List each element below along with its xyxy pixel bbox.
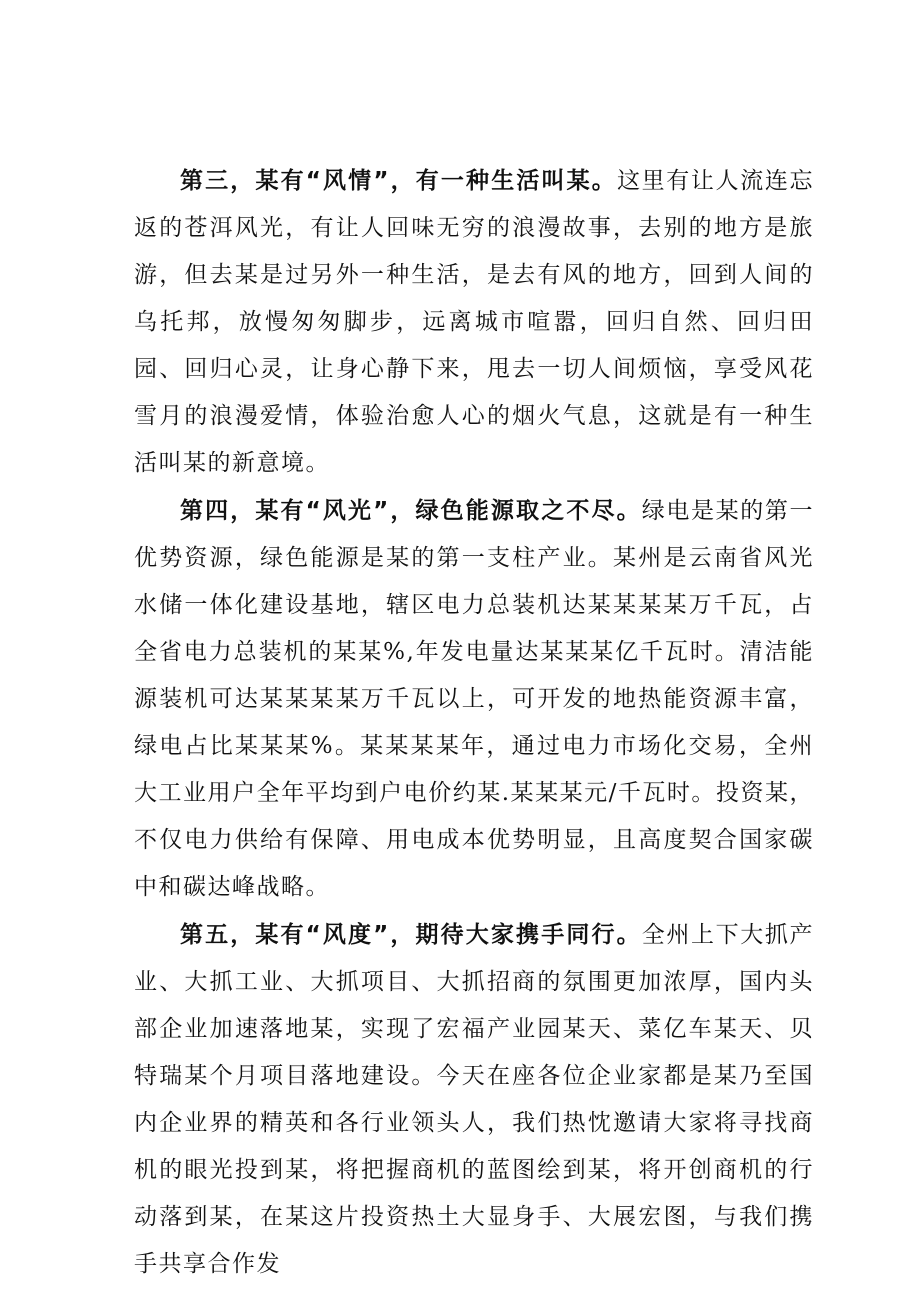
- paragraph-text: 全州上下大抓产业、大抓工业、大抓项目、大抓招商的氛围更加浓厚，国内头部企业加速落地某，实现了宏福产业园某天、菜亿车某天、贝特瑞某个月项目落地建设。今天在座各位企业家都是某乃至国内企业界的精英和各行业领头人，我们热忱邀请大家将寻找商机的眼光投到某，将把握商机的蓝图绘到某，将开创商机的行动落到某，在某这片投资热土大显身手、大展宏图，与我们携手共享合作发: [134, 922, 815, 1277]
- paragraph-heading: 第四，某有“风光”，绿色能源取之不尽。: [180, 498, 642, 524]
- paragraph-text: 这里有让人流连忘返的苍洱风光，有让人回味无穷的浪漫故事，去别的地方是旅游，但去某是过另外一种生活，是去有风的地方，回到人间的乌托邦，放慢匆匆脚步，远离城市喧嚣，回归自然、回归田园、回归心灵，让身心静下来，甩去一切人间烦恼，享受风花雪月的浪漫爱情，体验治愈人心的烟火气息，这就是有一种生活叫某的新意境。: [134, 168, 815, 476]
- paragraph-fifth: [134, 912, 814, 1288]
- paragraph-heading: 第三，某有“风情”，有一种生活叫某。: [180, 168, 617, 194]
- document-body: [134, 158, 814, 1288]
- paragraph-text: 绿电是某的第一优势资源，绿色能源是某的第一支柱产业。某州是云南省风光水储一体化建设基地，辖区电力总装机达某某某某万千瓦，占全省电力总装机的某某%,年发电量达某某某亿千瓦时。清洁能源装机可达某某某某万千瓦以上，可开发的地热能资源丰富，绿电占比某某某%。某某某某年，通过电力市场化交易，全州大工业用户全年平均到户电价约某.某某某元/千瓦时。投资某，不仅电力供给有保障、用电成本优势明显，且高度契合国家碳中和碳达峰战略。: [134, 498, 815, 900]
- paragraph-heading: 第五，某有“风度”，期待大家携手同行。: [180, 922, 642, 948]
- paragraph-fourth: [134, 488, 814, 911]
- paragraph-third: [134, 158, 814, 487]
